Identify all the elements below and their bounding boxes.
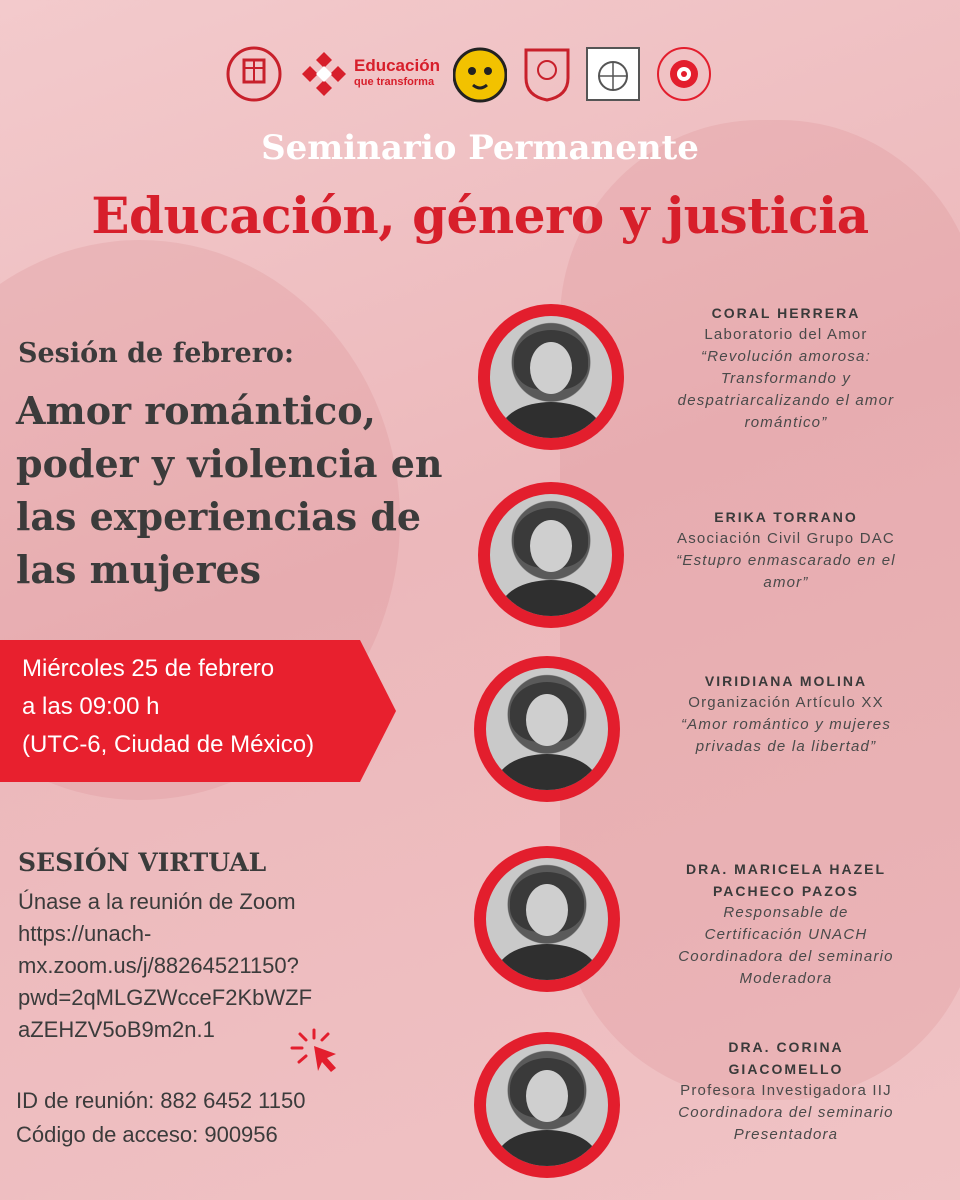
- zoom-link-part[interactable]: https://unach-: [18, 921, 152, 946]
- date-line: Miércoles 25 de febrero: [22, 655, 275, 682]
- zoom-link-part[interactable]: mx.zoom.us/j/88264521150?: [18, 953, 299, 978]
- speaker-org: Laboratorio del Amor: [704, 326, 868, 343]
- educacion-logo: [300, 44, 450, 104]
- zoom-link-part[interactable]: pwd=2qMLGZWcceF2KbWZF: [18, 985, 313, 1010]
- speaker-topic: despatriarcalizando el amor: [677, 392, 895, 409]
- speaker-info: [636, 1036, 936, 1146]
- speaker-info: [636, 670, 936, 758]
- seminar-title-main: Educación, género y justicia: [91, 186, 869, 245]
- logos-row: [0, 44, 960, 106]
- session-title-line: poder y violencia en: [16, 441, 443, 486]
- speaker-name: GIACOMELLO: [728, 1061, 844, 1077]
- educacion-logo-line1: Educación: [354, 56, 440, 75]
- speaker-topic: privadas de la libertad”: [695, 738, 877, 755]
- virtual-session-info: [18, 886, 378, 1046]
- speaker-name: DRA. MARICELA HAZEL: [685, 861, 887, 877]
- session-label: Sesión de febrero:: [18, 338, 294, 369]
- session-title-line: Amor romántico,: [16, 388, 376, 433]
- unach-seal-logo: [224, 44, 284, 104]
- speaker-name: CORAL HERRERA: [711, 305, 861, 321]
- meeting-code: Código de acceso: 900956: [16, 1122, 278, 1147]
- speaker-name: VIRIDIANA MOLINA: [704, 673, 868, 689]
- speaker-role: Presentadora: [733, 1126, 839, 1143]
- session-title-line: las experiencias de: [16, 494, 422, 539]
- seminar-title-small: Seminario Permanente: [261, 128, 699, 168]
- meeting-id: ID de reunión: 882 6452 1150: [16, 1088, 306, 1113]
- speaker-topic: “Revolución amorosa:: [701, 348, 871, 365]
- speaker-info: [636, 506, 936, 594]
- speaker-org: Profesora Investigadora IIJ: [680, 1082, 892, 1099]
- speaker-topic: “Amor romántico y mujeres: [680, 716, 892, 733]
- unach-ij-logo: [654, 44, 714, 104]
- time-line: a las 09:00 h: [22, 693, 160, 720]
- speaker-role: Moderadora: [739, 970, 833, 987]
- session-title: [16, 384, 446, 596]
- speaker-photo: [474, 846, 620, 992]
- speaker-photo: [474, 656, 620, 802]
- jaguar-logo: [452, 44, 508, 104]
- unam-logo: [520, 44, 574, 104]
- speaker-photo: [478, 482, 624, 628]
- zoom-instruction: Únase a la reunión de Zoom: [18, 889, 296, 914]
- speaker-photo: [478, 304, 624, 450]
- speaker-topic: amor”: [763, 574, 809, 591]
- speaker-role: Coordinadora del seminario: [678, 1104, 894, 1121]
- speaker-name: ERIKA TORRANO: [714, 509, 858, 525]
- timezone-line: (UTC-6, Ciudad de México): [22, 731, 315, 758]
- click-cursor-icon: [288, 1028, 344, 1078]
- speaker-photo: [474, 1032, 620, 1178]
- zoom-link-part[interactable]: aZEHZV5oB9m2n.1: [18, 1017, 215, 1042]
- speaker-topic: Transformando y: [720, 370, 852, 387]
- date-text: [22, 650, 382, 764]
- speaker-role: Coordinadora del seminario: [678, 948, 894, 965]
- educacion-logo-line2: que transforma: [354, 76, 435, 88]
- speaker-org: Asociación Civil Grupo DAC: [677, 530, 895, 547]
- speaker-info: [636, 302, 936, 434]
- speaker-name: DRA. CORINA: [728, 1039, 844, 1055]
- session-title-line: las mujeres: [16, 547, 262, 592]
- speaker-topic: “Estupro enmascarado en el: [676, 552, 896, 569]
- speaker-role: Certificación UNACH: [704, 926, 868, 943]
- speaker-org: Organización Artículo XX: [688, 694, 884, 711]
- speaker-info: [636, 858, 936, 990]
- cieh-logo: [584, 44, 642, 104]
- virtual-session-title: SESIÓN VIRTUAL: [18, 848, 267, 877]
- meeting-details: [16, 1084, 306, 1152]
- speaker-topic: romántico”: [744, 414, 828, 431]
- speaker-role: Responsable de: [723, 904, 849, 921]
- speaker-name: PACHECO PAZOS: [712, 883, 860, 899]
